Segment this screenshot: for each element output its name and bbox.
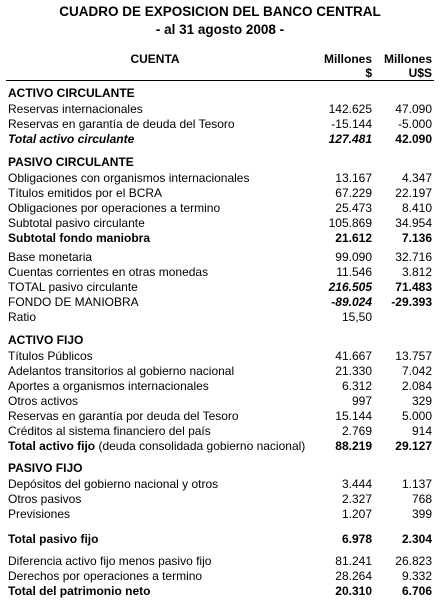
table-row <box>0 439 440 454</box>
table-row <box>0 265 440 280</box>
value-millones-usd: 329 <box>411 394 432 408</box>
row-label: Reservas en garantía de deuda del Tesoro <box>8 117 235 131</box>
column-header-usd-unit: U$S <box>408 66 432 80</box>
row-label: Previsiones <box>8 507 71 521</box>
section-heading <box>0 333 440 348</box>
value-millones-pesos: 997 <box>351 394 372 408</box>
row-label: PASIVO FIJO <box>8 461 83 475</box>
value-millones-pesos: 142.625 <box>328 102 372 116</box>
value-millones-pesos: 41.667 <box>335 349 372 363</box>
table-row <box>0 231 440 246</box>
value-millones-pesos: 2.327 <box>341 492 372 506</box>
value-millones-pesos: 15.144 <box>335 409 372 423</box>
row-label: FONDO DE MANIOBRA <box>8 295 139 309</box>
value-millones-usd: 32.716 <box>395 250 432 264</box>
value-millones-pesos: 88.219 <box>335 439 372 453</box>
table-row <box>0 310 440 325</box>
table-row <box>0 250 440 265</box>
table-row <box>0 424 440 439</box>
row-label: Adelantos transitorios al gobierno nacional <box>8 364 235 378</box>
table-row <box>0 201 440 216</box>
value-millones-usd: 2.304 <box>401 532 432 546</box>
value-millones-pesos: 21.330 <box>335 364 372 378</box>
value-millones-pesos: 67.229 <box>335 186 372 200</box>
value-millones-pesos: 216.505 <box>328 280 372 294</box>
column-header-pesos-unit: $ <box>365 66 372 80</box>
value-millones-pesos: 3.444 <box>341 477 372 491</box>
row-label: ACTIVO FIJO <box>8 333 84 347</box>
value-millones-usd: 22.197 <box>395 186 432 200</box>
row-label: Diferencia activo fijo menos pasivo fijo <box>8 554 212 568</box>
section-heading <box>0 461 440 476</box>
row-label: Base monetaria <box>8 250 93 264</box>
value-millones-usd: -29.393 <box>391 295 432 309</box>
table-row <box>0 364 440 379</box>
table-row <box>0 132 440 147</box>
table-row <box>0 554 440 569</box>
value-millones-pesos: 28.264 <box>335 569 372 583</box>
table-row <box>0 379 440 394</box>
value-millones-usd: 3.812 <box>401 265 432 279</box>
table-row <box>0 569 440 584</box>
table-row <box>0 102 440 117</box>
value-millones-pesos: 6.312 <box>341 379 372 393</box>
table-row <box>0 532 440 547</box>
table-row <box>0 186 440 201</box>
value-millones-pesos: 21.612 <box>335 231 372 245</box>
value-millones-usd: 29.127 <box>395 439 432 453</box>
table-row <box>0 477 440 492</box>
table-row <box>0 280 440 295</box>
document-subtitle: - al 31 agosto 2008 - <box>155 22 285 37</box>
row-label: Obligaciones con organismos internacionales <box>8 171 250 185</box>
column-header-millones-pesos: Millones <box>323 52 372 66</box>
row-label: TOTAL pasivo circulante <box>8 280 138 294</box>
value-millones-pesos: 25.473 <box>335 201 372 215</box>
value-millones-usd: 42.090 <box>395 132 432 146</box>
value-millones-usd: 1.137 <box>401 477 432 491</box>
table-row <box>0 409 440 424</box>
table-row <box>0 117 440 132</box>
value-millones-usd: 34.954 <box>395 216 432 230</box>
table-row <box>0 216 440 231</box>
value-millones-pesos: 6.978 <box>341 532 372 546</box>
value-millones-pesos: 1.207 <box>341 507 372 521</box>
value-millones-usd: 13.757 <box>395 349 432 363</box>
value-millones-pesos: 81.241 <box>335 554 372 568</box>
value-millones-usd: 914 <box>411 424 432 438</box>
document-title: CUADRO DE EXPOSICION DEL BANCO CENTRAL <box>59 4 381 19</box>
row-label: Subtotal fondo maniobra <box>8 231 150 245</box>
table-row <box>0 492 440 507</box>
table-row <box>0 349 440 364</box>
value-millones-usd: 4.347 <box>401 171 432 185</box>
row-label: Derechos por operaciones a termino <box>8 569 203 583</box>
value-millones-pesos: 11.546 <box>336 265 372 279</box>
row-label: Otros pasivos <box>8 492 82 506</box>
value-millones-usd: -5.000 <box>397 117 432 131</box>
value-millones-pesos: 127.481 <box>328 132 372 146</box>
row-label: Ratio <box>8 310 37 324</box>
row-label: Total activo fijo (deuda consolidada gobierno nacional) <box>8 439 306 453</box>
value-millones-pesos: 15,50 <box>341 310 372 324</box>
value-millones-usd: 5.000 <box>401 409 432 423</box>
row-label: PASIVO CIRCULANTE <box>8 155 134 169</box>
value-millones-pesos: 13.167 <box>335 171 372 185</box>
table-row <box>0 584 440 599</box>
value-millones-pesos: 2.769 <box>341 424 372 438</box>
table-row <box>0 171 440 186</box>
value-millones-usd: 768 <box>411 492 432 506</box>
value-millones-usd: 399 <box>411 507 432 521</box>
table-row <box>0 507 440 522</box>
value-millones-usd: 9.332 <box>401 569 432 583</box>
value-millones-pesos: -89.024 <box>331 295 372 309</box>
column-header-cuenta: CUENTA <box>130 52 180 66</box>
value-millones-pesos: 105.869 <box>328 216 372 230</box>
value-millones-usd: 2.084 <box>401 379 432 393</box>
row-label: Créditos al sistema financiero del país <box>8 424 211 438</box>
row-label: Cuentas corrientes en otras monedas <box>8 265 209 279</box>
table-row <box>0 295 440 310</box>
row-label: Total activo circulante <box>8 132 135 146</box>
row-label: Reservas internacionales <box>8 102 143 116</box>
table-row <box>0 394 440 409</box>
value-millones-pesos: 99.090 <box>335 250 372 264</box>
row-label: Otros activos <box>8 394 79 408</box>
column-header-millones-usd: Millones <box>383 52 432 66</box>
row-label: Títulos Públicos <box>8 349 93 363</box>
row-label: Total del patrimonio neto <box>8 584 151 598</box>
value-millones-pesos: -15.144 <box>331 117 372 131</box>
row-label: Total pasivo fijo <box>8 532 99 546</box>
value-millones-usd: 26.823 <box>395 554 432 568</box>
row-label: Aportes a organismos internacionales <box>8 379 209 393</box>
value-millones-usd: 71.483 <box>395 280 432 294</box>
value-millones-usd: 8.410 <box>401 201 432 215</box>
row-label: Depósitos del gobierno nacional y otros <box>8 477 219 491</box>
value-millones-usd: 7.136 <box>401 231 432 245</box>
row-label-note: (deuda consolidada gobierno nacional) <box>95 439 306 453</box>
value-millones-usd: 6.706 <box>401 584 432 598</box>
value-millones-usd: 47.090 <box>395 102 432 116</box>
value-millones-usd: 7.042 <box>401 364 432 378</box>
row-label: Reservas en garantía por deuda del Tesoro <box>8 409 239 423</box>
row-label: Títulos emitidos por el BCRA <box>8 186 163 200</box>
row-label: Obligaciones por operaciones a termino <box>8 201 221 215</box>
row-label: ACTIVO CIRCULANTE <box>8 86 135 100</box>
row-label: Subtotal pasivo circulante <box>8 216 145 230</box>
value-millones-pesos: 20.310 <box>335 584 372 598</box>
section-heading <box>0 86 440 101</box>
section-heading <box>0 155 440 170</box>
